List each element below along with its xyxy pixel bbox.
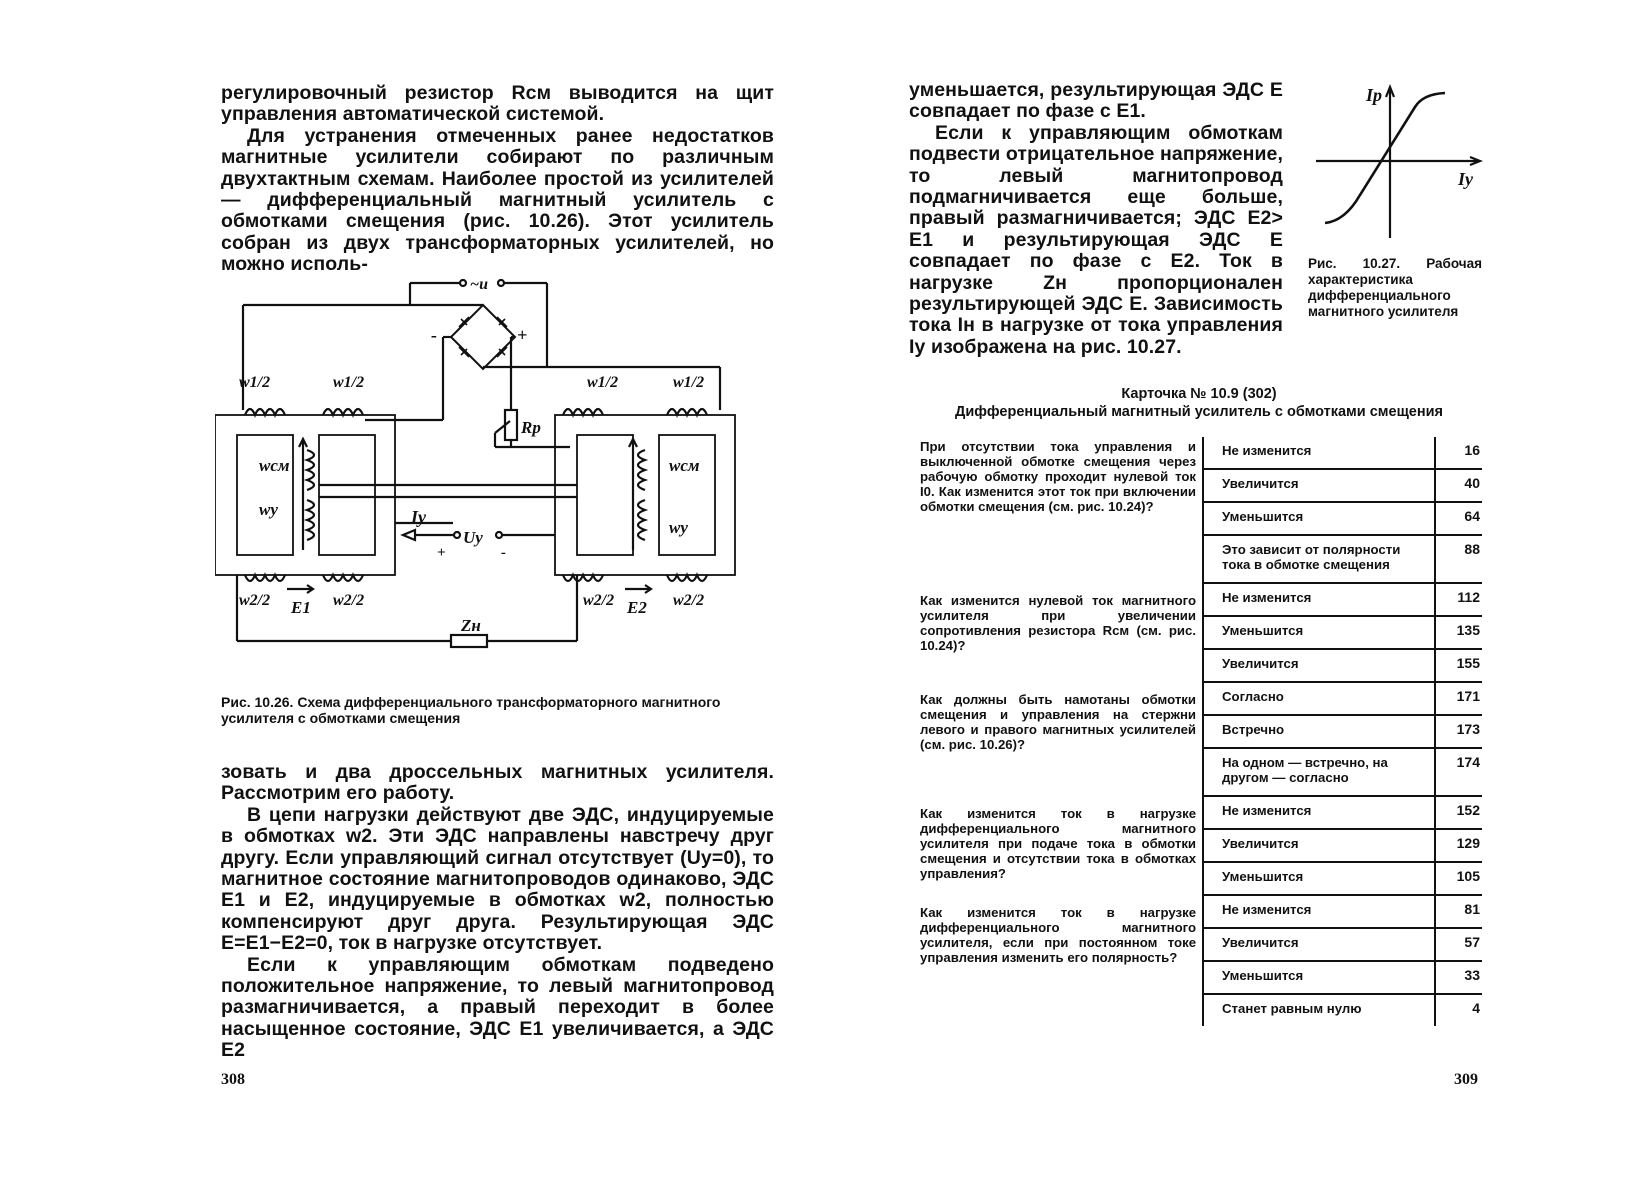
card-answer[interactable]: Станет равным нулю — [1203, 994, 1435, 1026]
card-answer[interactable]: Уменьшится — [1203, 961, 1435, 994]
figure-10-27-caption — [1308, 256, 1482, 320]
card-answer-number: 135 — [1435, 616, 1482, 649]
rp-label: Rр — [521, 418, 541, 437]
uy-plus-label: + — [437, 545, 446, 561]
question-card — [916, 437, 1482, 1026]
graph-x-label: Iу — [1458, 169, 1473, 189]
w1-label-3: w1/2 — [587, 374, 619, 391]
card-answer-number: 173 — [1435, 715, 1482, 748]
card-title: Карточка № 10.9 (302) — [1121, 386, 1277, 402]
card-question: Как должны быть намотаны обмотки смещения и управления на стержни левого и правого магнитных усилителей (см. рис. 10.26)? — [920, 692, 1197, 752]
caption-text: Рис. 10.26. Схема дифференциального трансформаторного магнитного усилителя с обмотками смещения — [221, 694, 721, 726]
card-answer[interactable]: Увеличится — [1203, 469, 1435, 502]
card-subtitle: Дифференциальный магнитный усилитель с обмотками смещения — [954, 404, 1443, 420]
page-number-left: 308 — [221, 1071, 245, 1088]
card-answer-number: 33 — [1435, 961, 1482, 994]
supply-label: ~u — [470, 276, 489, 293]
iy-label: Iу — [411, 507, 426, 527]
figure-10-26-caption — [221, 694, 773, 726]
card-answer-number: 16 — [1435, 437, 1482, 469]
card-answer[interactable]: Увеличится — [1203, 829, 1435, 862]
card-row — [916, 895, 1482, 928]
w1-label-4: w1/2 — [673, 374, 705, 391]
card-answer[interactable]: Не изменится — [1203, 895, 1435, 928]
card-answer-number: 105 — [1435, 862, 1482, 895]
caption-text: Рис. 10.27. Рабочая характеристика дифференциального магнитного усилителя — [1308, 256, 1482, 319]
uy-label: Uу — [463, 528, 483, 547]
card-answer-number: 155 — [1435, 649, 1482, 682]
graph-y-label: Iр — [1366, 85, 1383, 105]
w2-label-2: w2/2 — [333, 592, 365, 609]
card-answer[interactable]: Встречно — [1203, 715, 1435, 748]
card-row — [916, 583, 1482, 616]
paragraph: регулировочный резистор Rсм выводится на щит управления автоматической системой. — [221, 82, 774, 126]
wsm-label-right: wсм — [669, 456, 700, 475]
paragraph: Если к управляющим обмоткам подведено положительное напряжение, то левый магнитопровод размагничивается, а правый переходит в более насыщенное состояние, ЭДС E1 увеличивается, а ЭДС E2 — [221, 953, 774, 1062]
card-answer-number: 4 — [1435, 994, 1482, 1026]
card-answer[interactable]: Не изменится — [1203, 437, 1435, 469]
card-answer-number: 40 — [1435, 469, 1482, 502]
card-row — [916, 437, 1482, 469]
card-answer[interactable]: Уменьшится — [1203, 862, 1435, 895]
card-answer-number: 81 — [1435, 895, 1482, 928]
zn-label: Zн — [461, 616, 481, 635]
wy-label-left: wу — [259, 500, 278, 519]
w1-label-1: w1/2 — [239, 374, 271, 391]
card-row — [916, 796, 1482, 829]
paragraph: Для устранения отмеченных ранее недостатков магнитные усилители собирают по различным двухтактным схемам. Наиболее простой из усилителей — дифференциальный магнитный усилитель с обмотками смещения (рис. 10.26). Этот усилитель собран из двух трансформаторных усилителей, но можно исполь- — [221, 124, 774, 276]
card-answer[interactable]: Увеличится — [1203, 928, 1435, 961]
wy-label-right: wу — [669, 518, 688, 537]
card-answer[interactable]: Не изменится — [1203, 796, 1435, 829]
paragraph: уменьшается, результирующая ЭДС E совпадает по фазе с E1. — [909, 79, 1283, 123]
page-number-right: 309 — [1454, 1071, 1478, 1088]
card-answer-number: 88 — [1435, 535, 1482, 583]
card-answer[interactable]: Уменьшится — [1203, 616, 1435, 649]
card-answer[interactable]: Не изменится — [1203, 583, 1435, 616]
card-answer-number: 64 — [1435, 502, 1482, 535]
w2-label-4: w2/2 — [673, 592, 705, 609]
card-answer-number: 174 — [1435, 748, 1482, 796]
card-answer-number: 171 — [1435, 682, 1482, 715]
w2-label-3: w2/2 — [583, 592, 615, 609]
card-answer[interactable]: На одном — встречно, на другом — согласно — [1203, 748, 1435, 796]
left-text-bottom — [221, 762, 774, 1062]
figure-10-27-graph — [1310, 83, 1485, 243]
card-question: Как изменится нулевой ток магнитного усилителя при увеличении сопротивления резистора Rсм (см. рис. 10.24)? — [920, 593, 1197, 653]
figure-10-26-circuit — [215, 275, 775, 675]
paragraph: зовать и два дроссельных магнитных усилителя. Рассмотрим его работу. — [221, 761, 774, 805]
bridge-minus-label: - — [431, 325, 437, 345]
card-answer[interactable]: Уменьшится — [1203, 502, 1435, 535]
card-answer-number: 57 — [1435, 928, 1482, 961]
bridge-plus-label: + — [517, 325, 528, 345]
card-question: При отсутствии тока управления и выключенной обмотке смещения через рабочую обмотку проходит нулевой ток I0. Как изменится этот ток при включении обмотки смещения (см. рис. 10.24)? — [920, 439, 1197, 514]
e2-label: E2 — [627, 598, 647, 617]
right-text — [909, 80, 1283, 358]
uy-minus-label: - — [501, 545, 506, 561]
card-question: Как изменится ток в нагрузке дифференциального магнитного усилителя при подаче тока в обмотки смещения и отсутствии тока в обмотках управления? — [920, 806, 1197, 881]
card-answer-number: 152 — [1435, 796, 1482, 829]
wsm-label-left: wсм — [259, 456, 290, 475]
card-answer[interactable]: Согласно — [1203, 682, 1435, 715]
w2-label-1: w2/2 — [239, 592, 271, 609]
card-answer-number: 129 — [1435, 829, 1482, 862]
paragraph: Если к управляющим обмоткам подвести отрицательное напряжение, то левый магнитопровод подмагничивается еще больше, правый размагничивается; ЭДС E2> E1 и результирующая ЭДС E совпадает по фазе с E2. Ток в нагрузке Zн пропорционален результирующей ЭДС E. Зависимость тока Iн в нагрузке от тока управления Iу изображена на рис. 10.27. — [909, 121, 1283, 358]
left-text-top — [221, 83, 774, 276]
paragraph: В цепи нагрузки действуют две ЭДС, индуцируемые в обмотках w2. Эти ЭДС направлены навстречу друг другу. Если управляющий сигнал отсутствует (Uу=0), то магнитное состояние магнитопроводов одинаково, ЭДС E1 и E2, индуцируемые в обмотках w2, полностью компенсируют друг друга. Результирующая ЭДС E=E1−E2=0, ток в нагрузке отсутствует. — [221, 803, 774, 955]
card-answer[interactable]: Увеличится — [1203, 649, 1435, 682]
card-answer[interactable]: Это зависит от полярности тока в обмотке смещения — [1203, 535, 1435, 583]
card-row — [916, 682, 1482, 715]
card-question: Как изменится ток в нагрузке дифференциального магнитного усилителя, если при постоянном токе управления изменить его полярность? — [920, 905, 1197, 965]
w1-label-2: w1/2 — [333, 374, 365, 391]
e1-label: E1 — [291, 598, 311, 617]
card-answer-number: 112 — [1435, 583, 1482, 616]
